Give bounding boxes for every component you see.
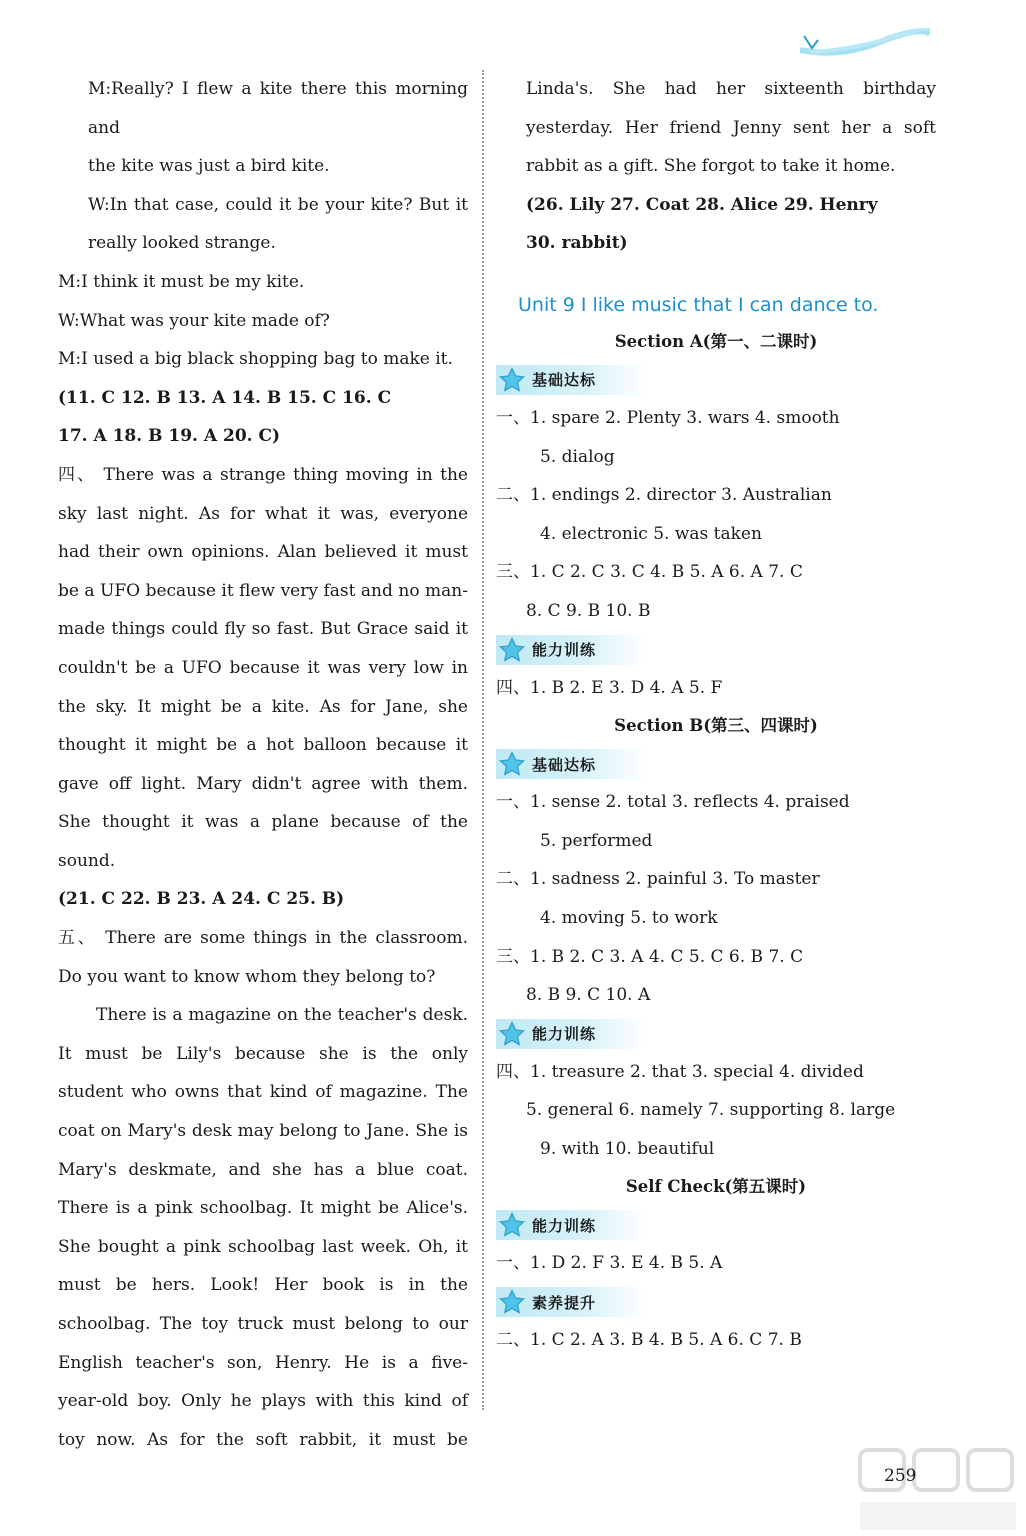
text-line: There is a pink schoolbag. It might be Alice's. — [58, 1198, 468, 1219]
text-line: coat on Mary's desk may belong to Jane. She is — [58, 1121, 468, 1142]
text-line: M:I used a big black shopping bag to make it. — [58, 349, 453, 370]
page-number: 259 — [884, 1466, 917, 1486]
answer-line: (21. C 22. B 23. A 24. C 25. B) — [58, 889, 345, 910]
text-line: gave off light. Mary didn't agree with them. — [58, 773, 468, 794]
answer-line: 二、1. C 2. A 3. B 4. B 5. A 6. C 7. B — [496, 1330, 802, 1351]
section-bar-literacy — [496, 1287, 646, 1317]
answer-line: 4. electronic 5. was taken — [540, 523, 762, 544]
section-heading: Self Check(第五课时) — [625, 1177, 807, 1197]
answer-line: 30. rabbit) — [526, 233, 628, 254]
star-icon — [498, 1288, 526, 1316]
text-line: year-old boy. Only he plays with this kind of — [58, 1391, 468, 1412]
text-line: Do you want to know whom they belong to? — [58, 966, 436, 987]
answer-line: 9. with 10. beautiful — [540, 1138, 715, 1159]
header-decoration-icon — [800, 28, 930, 56]
left-column — [58, 70, 468, 1459]
text-line: W:What was your kite made of? — [58, 310, 330, 331]
answer-line: 8. C 9. B 10. B — [526, 600, 651, 621]
text-line: 五、 There are some things in the classroom. — [58, 928, 468, 949]
watermark-logo-icon — [850, 1440, 1026, 1536]
text-line: English teacher's son, Henry. He is a five- — [58, 1352, 468, 1373]
answer-line: 一、1. sense 2. total 3. reflects 4. praised — [496, 792, 850, 813]
star-icon — [498, 366, 526, 394]
text-line: M:I think it must be my kite. — [58, 271, 305, 292]
text-line: had their own opinions. Alan believed it must — [58, 542, 468, 563]
answer-line: 二、1. endings 2. director 3. Australian — [496, 485, 832, 506]
unit-title: Unit 9 I like music that I can dance to. — [518, 293, 879, 316]
section-heading: Section A(第一、二课时) — [614, 331, 818, 351]
text-line: schoolbag. The toy truck must belong to our — [58, 1314, 468, 1334]
answer-line: 5. general 6. namely 7. supporting 8. large — [526, 1100, 896, 1121]
text-line: the sky. It might be a kite. As for Jane, she — [58, 696, 468, 717]
star-icon — [498, 1211, 526, 1239]
text-line: W:In that case, could it be your kite? But it — [88, 194, 468, 215]
text-line: She bought a pink schoolbag last week. Oh, it — [58, 1236, 468, 1257]
text-line: couldn't be a UFO because it was very low in — [58, 657, 468, 678]
column-divider — [482, 70, 484, 1410]
section-bar-ability — [496, 1019, 646, 1049]
text-line: toy now. As for the soft rabbit, it must be — [58, 1429, 468, 1450]
text-line: the kite was just a bird kite. — [88, 156, 330, 177]
star-icon — [498, 1020, 526, 1048]
right-column — [496, 70, 936, 1360]
answer-line: 二、1. sadness 2. painful 3. To master — [496, 869, 820, 890]
section-bar-basic — [496, 749, 646, 779]
answer-line: 8. B 9. C 10. A — [526, 985, 651, 1006]
answer-line: 一、1. D 2. F 3. E 4. B 5. A — [496, 1253, 723, 1274]
answer-line: 5. dialog — [540, 446, 615, 467]
text-line: must be hers. Look! Her book is in the — [58, 1275, 468, 1296]
answer-line: 17. A 18. B 19. A 20. C) — [58, 426, 281, 447]
text-line: thought it might be a hot balloon because it — [58, 735, 468, 756]
bar-label: 素养提升 — [532, 1293, 597, 1312]
section-bar-ability — [496, 635, 646, 665]
text-line: There is a magazine on the teacher's desk. — [96, 1005, 468, 1026]
text-line: M:Really? I flew a kite there this morning and — [88, 79, 468, 138]
star-icon — [498, 750, 526, 778]
text-line: rabbit as a gift. She forgot to take it home. — [526, 156, 896, 177]
answer-line: 5. performed — [540, 830, 653, 851]
text-line: 四、 There was a strange thing moving in the — [58, 464, 468, 485]
answer-line: (11. C 12. B 13. A 14. B 15. C 16. C — [58, 387, 392, 408]
answer-line: 一、1. spare 2. Plenty 3. wars 4. smooth — [496, 407, 840, 428]
star-icon — [498, 636, 526, 664]
answer-line: 四、1. B 2. E 3. D 4. A 5. F — [496, 677, 723, 698]
section-bar-basic — [496, 365, 646, 395]
answer-line: (26. Lily 27. Coat 28. Alice 29. Henry — [526, 194, 878, 215]
answer-line: 三、1. C 2. C 3. C 4. B 5. A 6. A 7. C — [496, 562, 803, 583]
text-line: Mary's deskmate, and she has a blue coat. — [58, 1159, 468, 1180]
bar-label: 基础达标 — [532, 371, 597, 390]
text-line: She thought it was a plane because of the — [58, 812, 468, 833]
text-line: Linda's. She had her sixteenth birthday — [526, 79, 936, 99]
text-line: yesterday. Her friend Jenny sent her a soft — [526, 117, 936, 138]
text-line: student who owns that kind of magazine. The — [58, 1082, 468, 1103]
answer-line: 4. moving 5. to work — [540, 907, 718, 928]
section-heading: Section B(第三、四课时) — [614, 716, 818, 736]
text-line: really looked strange. — [88, 233, 276, 254]
bar-label: 基础达标 — [532, 755, 597, 774]
text-line: made things could fly so fast. But Grace said it — [58, 619, 468, 640]
bar-label: 能力训练 — [532, 1216, 597, 1235]
text-line: It must be Lily's because she is the only — [58, 1043, 468, 1064]
bar-label: 能力训练 — [532, 641, 597, 660]
text-line: sound. — [58, 850, 116, 871]
answer-line: 三、1. B 2. C 3. A 4. C 5. C 6. B 7. C — [496, 946, 804, 967]
bar-label: 能力训练 — [532, 1025, 597, 1044]
section-bar-ability — [496, 1210, 646, 1240]
text-line: sky last night. As for what it was, everyone — [58, 503, 468, 524]
answer-line: 四、1. treasure 2. that 3. special 4. divided — [496, 1061, 864, 1082]
text-line: be a UFO because it flew very fast and no man- — [58, 580, 468, 601]
